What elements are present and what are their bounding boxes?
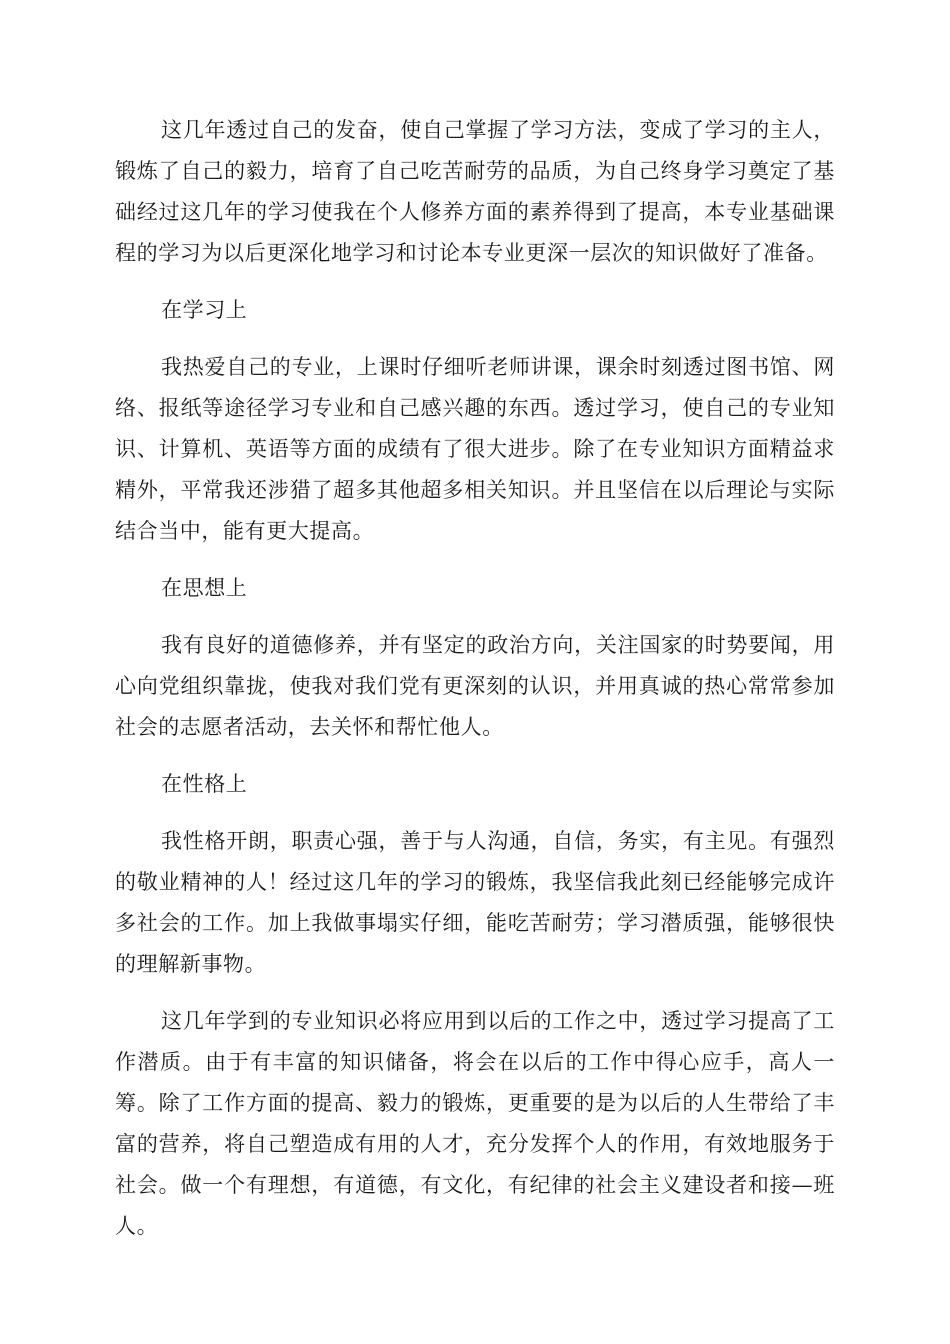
document-body [115,110,835,1263]
heading-character: 在性格上 [161,772,248,796]
paragraph-conclusion: 这几年学到的专业知识必将应用到以后的工作之中，透过学习提高了工作潜质。由于有丰富的知识储备，将会在以后的工作中得心应手，高人一筹。除了工作方面的提高、毅力的锻炼，更重要的是为以后的人生带给了丰富的营养，将自己塑造成有用的人才，充分发挥个人的作用，有效地服务于社会。做一个有理想，有道德，有文化，有纪律的社会主义建设者和接—班人。 [115,1009,835,1238]
paragraph-character: 我性格开朗，职责心强，善于与人沟通，自信，务实，有主见。有强烈的敬业精神的人！经过这几年的学习的锻炼，我坚信我此刻已经能够完成许多社会的工作。加上我做事塌实仔细，能吃苦耐劳；学习潜质强，能够很快的理解新事物。 [115,829,835,976]
heading-thought: 在思想上 [161,576,248,600]
heading-study: 在学习上 [161,298,248,322]
paragraph-thought: 我有良好的道德修养，并有坚定的政治方向，关注国家的时势要闻，用心向党组织靠拢，使我对我们党有更深刻的认识，并用真诚的热心常常参加社会的志愿者活动，去关怀和帮忙他人。 [115,633,835,739]
paragraph-study: 我热爱自己的专业，上课时仔细听老师讲课，课余时刻透过图书馆、网络、报纸等途径学习专业和自己感兴趣的东西。透过学习，使自己的专业知识、计算机、英语等方面的成绩有了很大进步。除了在专业知识方面精益求精外，平常我还涉猎了超多其他超多相关知识。并且坚信在以后理论与实际结合当中，能有更大提高。 [115,355,835,543]
paragraph-intro: 这几年透过自己的发奋，使自己掌握了学习方法，变成了学习的主人，锻炼了自己的毅力，培育了自己吃苦耐劳的品质，为自己终身学习奠定了基础经过这几年的学习使我在个人修养方面的素养得到了提高，本专业基础课程的学习为以后更深化地学习和讨论本专业更深一层次的知识做好了准备。 [115,118,835,265]
